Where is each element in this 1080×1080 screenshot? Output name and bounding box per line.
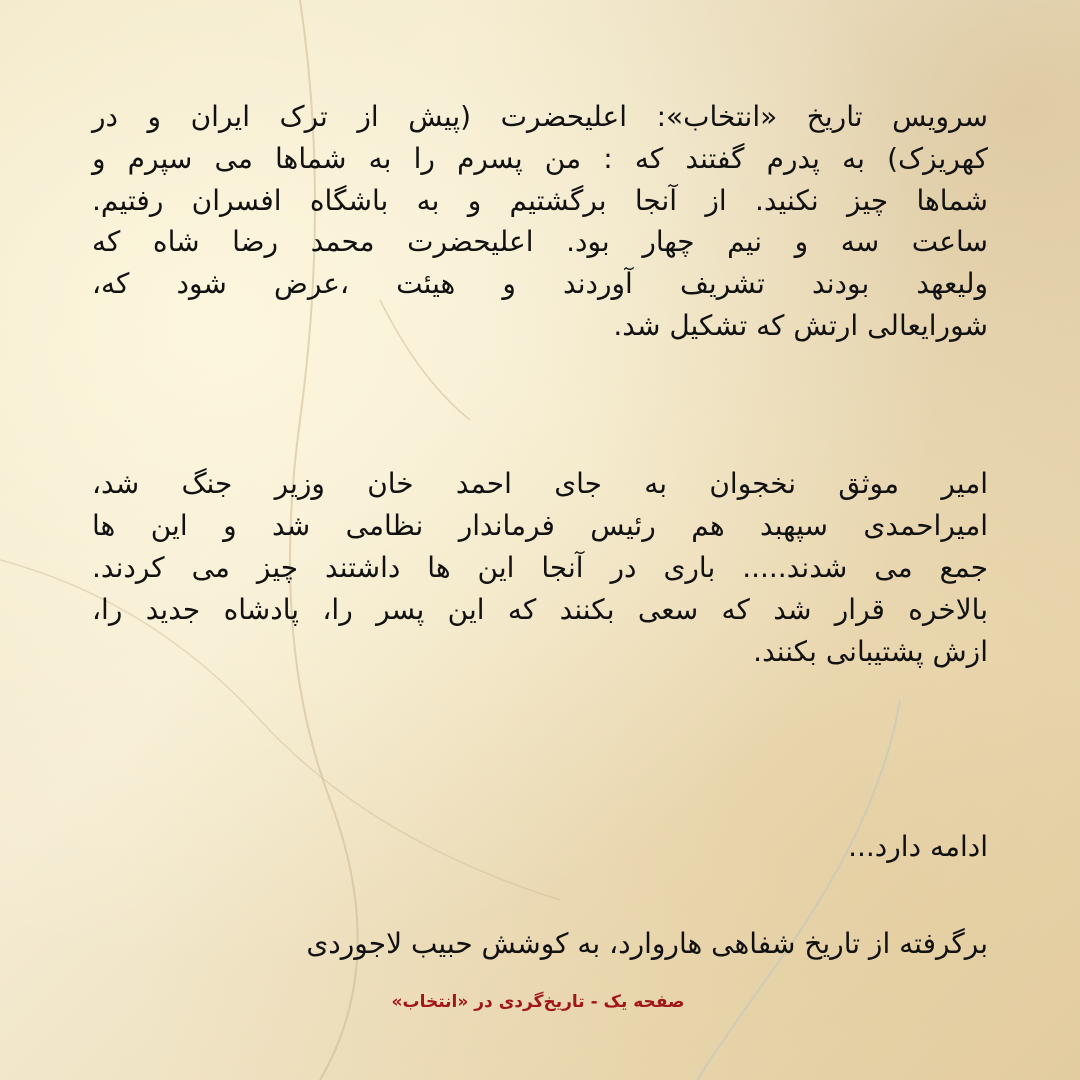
text-line: جمع می شدند..... باری در آنجا این ها داشتند چیز می کردند. xyxy=(92,551,988,584)
text-line: شماها چیز نکنید. از آنجا برگشتیم و به باشگاه افسران رفتیم. xyxy=(92,184,988,217)
footer-caption xyxy=(0,992,1080,1012)
text-line: امیراحمدی سپهبد هم رئیس فرماندار نظامی شد و این ها xyxy=(92,509,988,542)
text-line: امیر موثق نخجوان به جای احمد خان وزیر جنگ شد، xyxy=(92,467,988,500)
text-line: ازش پشتیبانی بکنند. xyxy=(753,635,988,668)
to-be-continued: ادامه دارد... xyxy=(848,830,988,863)
text-line: ساعت سه و نیم چهار بود. اعلیحضرت محمد رضا شاه که xyxy=(92,225,988,258)
text-line: سرویس تاریخ «انتخاب»: اعلیحضرت (پیش از ترک ایران و در xyxy=(92,100,988,133)
text-line: ولیعهد بودند تشریف آوردند و هیئت ،عرض شود که، xyxy=(92,267,988,300)
text-line: بالاخره قرار شد که سعی بکنند که این پسر را، پادشاه جدید را، xyxy=(92,593,988,626)
source-credit: برگرفته از تاریخ شفاهی هاروارد، به کوشش حبیب لاجوردی xyxy=(306,927,988,960)
text-line: کهریزک) به پدرم گفتند که : من پسرم را به شماها می سپرم و xyxy=(92,142,988,175)
footer-text: صفحه یک - تاریخ‌گردی در «انتخاب» xyxy=(391,992,685,1012)
text-line: شورایعالی ارتش که تشکیل شد. xyxy=(613,309,988,342)
